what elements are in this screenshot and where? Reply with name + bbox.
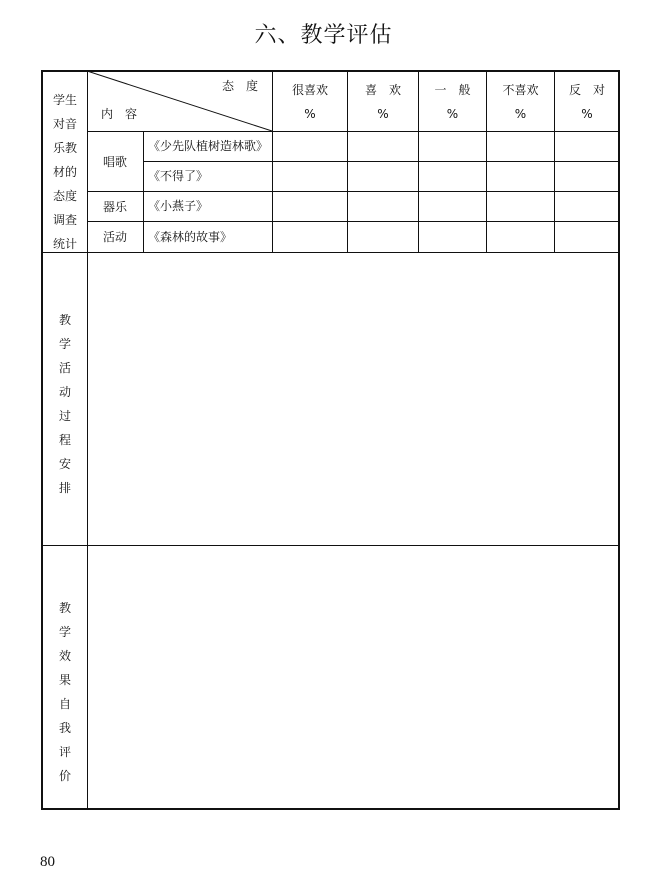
process-label-char: 程 [58, 433, 71, 447]
evaluation-label-char: 教 [58, 601, 71, 615]
row-category-singing: 唱歌 [103, 155, 128, 169]
diagonal-header-content: 内 容 [101, 107, 138, 121]
column-header-label: 不喜欢 [502, 83, 539, 97]
row-item-song-1: 《少先队植树造林歌》 [148, 139, 269, 153]
side-label-line: 乐教 [52, 141, 77, 155]
row-item-song-2: 《不得了》 [148, 169, 209, 183]
evaluation-label-char: 我 [58, 721, 71, 735]
evaluation-label-char: 价 [58, 769, 71, 783]
evaluation-label-char: 学 [58, 625, 71, 639]
column-header-very-like [273, 78, 347, 126]
process-section-content[interactable] [88, 253, 618, 545]
process-label-char: 教 [58, 313, 71, 327]
column-header-unit: % [581, 107, 593, 121]
column-header-label: 一 般 [434, 83, 471, 97]
process-label-char: 活 [58, 361, 71, 375]
evaluation-label-char: 效 [58, 649, 71, 663]
column-header-like [348, 78, 418, 126]
side-label-line: 态度 [52, 189, 77, 203]
process-label-char: 过 [58, 409, 71, 423]
column-header-unit: % [377, 107, 389, 121]
table-border-right [618, 70, 620, 810]
row-item-activity: 《森林的故事》 [148, 230, 233, 244]
table-border-bottom [41, 808, 620, 810]
column-header-unit: % [514, 107, 527, 121]
process-label-char: 排 [58, 481, 71, 495]
side-label-line: 统计 [52, 237, 77, 251]
evaluation-label-char: 果 [58, 673, 71, 687]
survey-side-label [43, 88, 87, 256]
row-divider-1 [143, 161, 619, 162]
column-header-label: 反 对 [568, 83, 605, 97]
side-label-line: 学生 [52, 93, 77, 107]
column-header-dislike [487, 78, 554, 126]
row-category-instrumental: 器乐 [103, 200, 128, 214]
column-header-oppose [555, 78, 619, 126]
row-category-activity: 活动 [103, 230, 128, 244]
evaluation-section-label [43, 596, 87, 788]
page-title: 六、教学评估 [254, 23, 393, 48]
page-number: 80 [40, 854, 55, 870]
row-item-instrumental: 《小燕子》 [148, 199, 209, 213]
column-header-unit: % [304, 107, 316, 121]
row-divider-2 [87, 191, 619, 192]
process-label-char: 动 [58, 385, 71, 399]
column-header-neutral [419, 78, 486, 126]
side-label-line: 调查 [52, 213, 77, 227]
category-item-divider [143, 131, 144, 253]
evaluation-label-char: 自 [58, 697, 71, 711]
process-label-char: 安 [58, 457, 71, 471]
evaluation-section-content[interactable] [88, 546, 618, 808]
column-header-label: 喜 欢 [364, 83, 401, 97]
side-label-line: 材的 [52, 165, 77, 179]
row-divider-3 [87, 221, 619, 222]
column-header-unit: % [446, 107, 459, 121]
evaluation-label-char: 评 [58, 745, 71, 759]
process-label-char: 学 [58, 337, 71, 351]
side-label-line: 对音 [52, 117, 77, 131]
diagonal-header-attitude: 态 度 [222, 79, 259, 93]
column-header-label: 很喜欢 [291, 83, 328, 97]
process-section-label [43, 308, 87, 500]
